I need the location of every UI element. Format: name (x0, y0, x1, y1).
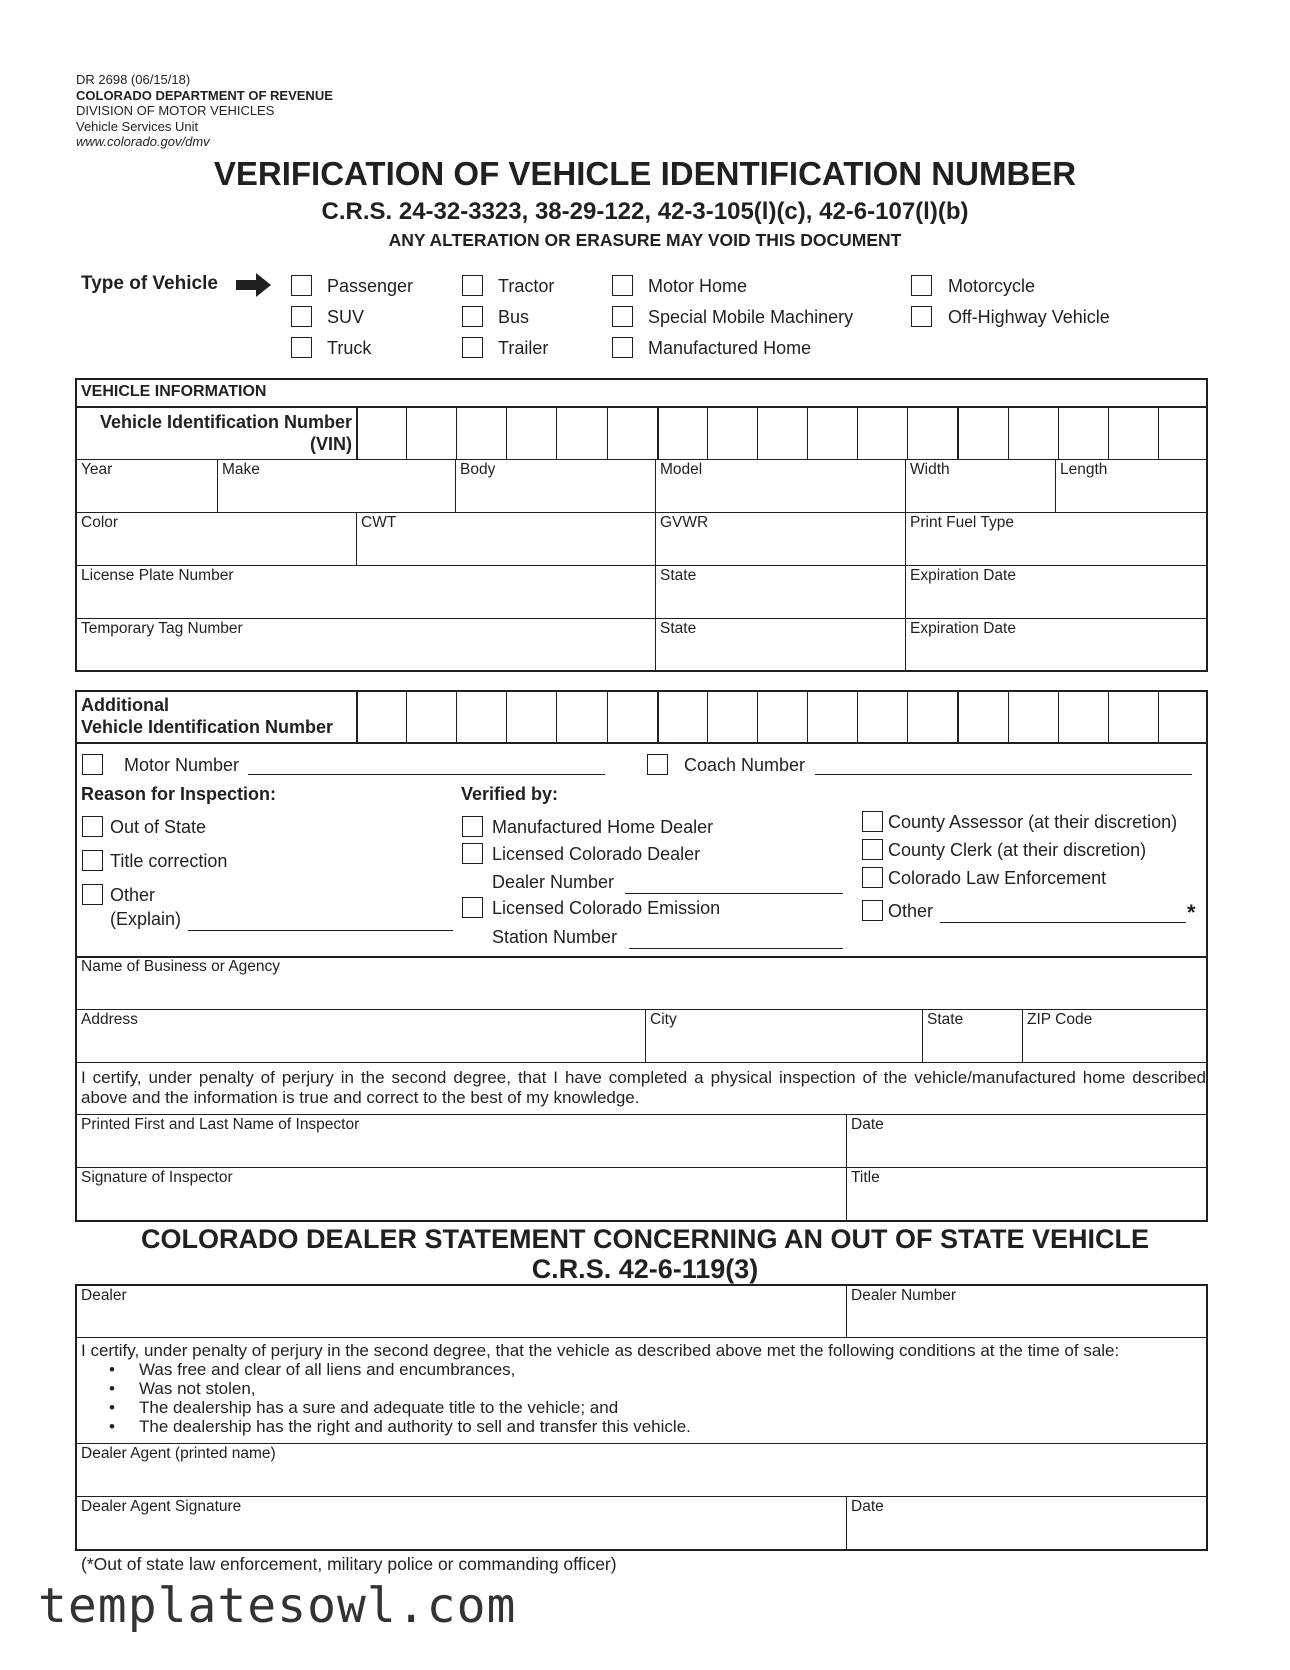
vin-cell-divider (607, 690, 608, 742)
vehicle-type-label: Type of Vehicle (81, 273, 218, 294)
motor-number-line[interactable] (248, 774, 605, 775)
form-number: DR 2698 (06/15/18) (76, 72, 191, 87)
dealer-agent-name-field[interactable]: Dealer Agent (printed name) (81, 1445, 276, 1462)
body-field[interactable]: Body (460, 461, 496, 478)
label-trailer: Trailer (498, 338, 549, 358)
checkbox-passenger[interactable] (291, 275, 312, 296)
cwt-field[interactable]: CWT (361, 514, 397, 531)
motor-number-label: Motor Number (124, 755, 240, 775)
business-name-field[interactable]: Name of Business or Agency (81, 958, 281, 975)
vehicle-information-heading: VEHICLE INFORMATION (81, 383, 267, 400)
checkbox-other-reason[interactable] (82, 884, 103, 905)
checkbox-off-highway-vehicle[interactable] (911, 306, 932, 327)
vin-cell-divider (406, 406, 407, 459)
bullet-item: • Was not stolen, (109, 1379, 256, 1398)
division-name: DIVISION OF MOTOR VEHICLES (76, 103, 275, 118)
checkbox-other-verifier[interactable] (862, 900, 883, 921)
checkbox-tractor[interactable] (462, 275, 483, 296)
reason-heading: Reason for Inspection: (81, 784, 277, 804)
watermark: templatesowl.com (38, 1578, 517, 1634)
checkbox-manufactured-home-dealer[interactable] (462, 816, 483, 837)
city-field[interactable]: City (650, 1011, 677, 1028)
dealer-number-field[interactable]: Dealer Number (851, 1287, 957, 1304)
verified-heading: Verified by: (461, 784, 559, 804)
zip-code-field[interactable]: ZIP Code (1027, 1011, 1093, 1028)
other-verifier-line[interactable] (940, 922, 1186, 923)
vin-cell-divider (857, 690, 858, 742)
vin-cell-divider (857, 406, 858, 459)
label-other-verifier: Other (888, 901, 934, 921)
fuel-type-field[interactable]: Print Fuel Type (910, 514, 1014, 531)
dealer-certification: I certify, under penalty of perjury in the second degree, that the vehicle as described above met the following conditions at the time of sale: (81, 1341, 1120, 1360)
temporary-tag-field[interactable]: Temporary Tag Number (81, 620, 243, 637)
vin-cell-divider (657, 690, 659, 742)
dealer-number-label: Dealer Number (492, 872, 615, 892)
checkbox-county-clerk[interactable] (862, 839, 883, 860)
label-off-highway-vehicle: Off-Highway Vehicle (948, 307, 1110, 327)
checkbox-truck[interactable] (291, 337, 312, 358)
label-truck: Truck (327, 338, 372, 358)
checkbox-county-assessor[interactable] (862, 811, 883, 832)
label-motor-home: Motor Home (648, 276, 748, 296)
inspector-name-field[interactable]: Printed First and Last Name of Inspector (81, 1116, 360, 1133)
label-special-mobile-machinery: Special Mobile Machinery (648, 307, 854, 327)
label-title-correction: Title correction (110, 851, 228, 871)
coach-number-label: Coach Number (684, 755, 806, 775)
checkbox-bus[interactable] (462, 306, 483, 327)
dealer-section-heading: COLORADO DEALER STATEMENT CONCERNING AN OUT OF STATE VEHICLE (141, 1224, 1149, 1254)
checkbox-out-of-state[interactable] (82, 816, 103, 837)
vin-cell-divider (1158, 690, 1159, 742)
gvwr-field[interactable]: GVWR (660, 514, 709, 531)
length-field[interactable]: Length (1060, 461, 1108, 478)
form-header (76, 72, 333, 150)
label-tractor: Tractor (498, 276, 555, 296)
dealer-number-line[interactable] (625, 893, 843, 894)
vin-cell-divider (506, 690, 507, 742)
vin-cell-divider (1058, 406, 1059, 459)
inspector-title-field[interactable]: Title (851, 1169, 880, 1186)
vin-cell-divider (957, 406, 959, 459)
vin-cell-divider (757, 406, 758, 459)
vin-cell-divider (556, 690, 557, 742)
label-out-of-state: Out of State (110, 817, 207, 837)
vin-cell-divider (707, 690, 708, 742)
website-link[interactable]: www.colorado.gov/dmv (76, 134, 210, 149)
checkbox-licensed-emission[interactable] (462, 897, 483, 918)
vin-cell-divider (957, 690, 959, 742)
label-explain: (Explain) (110, 909, 182, 929)
checkbox-coach-number[interactable] (647, 754, 668, 775)
vin-cell-divider (456, 406, 457, 459)
station-number-line[interactable] (629, 948, 843, 949)
vin-cell-divider (807, 406, 808, 459)
inspection-date-field[interactable]: Date (851, 1116, 884, 1133)
asterisk-mark: * (1187, 900, 1196, 925)
label-manufactured-home: Manufactured Home (648, 338, 812, 358)
make-field[interactable]: Make (222, 461, 260, 478)
dealer-field[interactable]: Dealer (81, 1287, 127, 1304)
vin-label: Vehicle Identification Number (VIN) (99, 412, 352, 454)
checkbox-special-mobile-machinery[interactable] (612, 306, 633, 327)
license-plate-field[interactable]: License Plate Number (81, 567, 234, 584)
footnote: (*Out of state law enforcement, military police or commanding officer) (81, 1554, 617, 1574)
inspector-certification: I certify, under penalty of perjury in the second degree, that I have completed a physical inspection of the vehicle/manufactured home described above and the information is true and correct to the best of my knowledge. (81, 1068, 1206, 1107)
dealer-agent-signature-field[interactable]: Dealer Agent Signature (81, 1498, 242, 1515)
address-field[interactable]: Address (81, 1011, 138, 1028)
label-bus: Bus (498, 307, 530, 327)
vin-cell-divider (707, 406, 708, 459)
vin-cell-divider (1008, 406, 1009, 459)
vin-cell-divider (1158, 406, 1159, 459)
width-field[interactable]: Width (910, 461, 950, 478)
coach-number-line[interactable] (815, 774, 1192, 775)
checkbox-suv[interactable] (291, 306, 312, 327)
department-name: COLORADO DEPARTMENT OF REVENUE (76, 87, 333, 103)
vin-cell-divider (607, 406, 608, 459)
checkbox-trailer[interactable] (462, 337, 483, 358)
dealer-section-statute: C.R.S. 42-6-119(3) (531, 1254, 759, 1284)
vin-cell-divider (907, 690, 908, 742)
checkbox-title-correction[interactable] (82, 850, 103, 871)
year-field[interactable]: Year (81, 461, 113, 478)
label-county-assessor: County Assessor (at their discretion) (888, 812, 1178, 832)
plate-expiration-field[interactable]: Expiration Date (910, 567, 1016, 584)
unit-name: Vehicle Services Unit (76, 118, 199, 134)
vin-cell-divider (807, 690, 808, 742)
bullet-item: • The dealership has a sure and adequate title to the vehicle; and (109, 1398, 619, 1417)
checkbox-licensed-colorado-dealer[interactable] (462, 843, 483, 864)
label-manufactured-home-dealer: Manufactured Home Dealer (492, 817, 714, 837)
bullet-item: • Was free and clear of all liens and encumbrances, (109, 1360, 516, 1379)
station-number-label: Station Number (492, 927, 618, 947)
tag-state-field[interactable]: State (660, 620, 697, 637)
vin-cell-divider (556, 406, 557, 459)
inspector-signature-field[interactable]: Signature of Inspector (81, 1169, 233, 1186)
dealer-date-field[interactable]: Date (851, 1498, 884, 1515)
vin-cell-divider (1108, 690, 1109, 742)
label-colorado-law-enforcement: Colorado Law Enforcement (888, 868, 1107, 888)
label-passenger: Passenger (327, 276, 414, 296)
vin-cell-divider (506, 406, 507, 459)
checkbox-manufactured-home[interactable] (612, 337, 633, 358)
checkbox-motorcycle[interactable] (911, 275, 932, 296)
label-suv: SUV (327, 307, 365, 327)
vin-cell-divider (1058, 690, 1059, 742)
vin-cell-divider (406, 690, 407, 742)
statutes: C.R.S. 24-32-3323, 38-29-122, 42-3-105(l)(c), 42-6-107(l)(b) (321, 198, 969, 225)
state-field[interactable]: State (927, 1011, 964, 1028)
tag-expiration-field[interactable]: Expiration Date (910, 620, 1016, 637)
vin-cell-divider (456, 690, 457, 742)
right-arrow-icon (236, 273, 272, 297)
additional-vin-label: Additional Vehicle Identification Number (81, 695, 334, 737)
vin-cell-divider (657, 406, 659, 459)
vin-cell-divider (907, 406, 908, 459)
label-licensed-emission: Licensed Colorado Emission (492, 898, 721, 918)
label-other-reason: Other (110, 885, 156, 905)
checkbox-motor-home[interactable] (612, 275, 633, 296)
page-title: VERIFICATION OF VEHICLE IDENTIFICATION NUMBER (213, 155, 1077, 192)
checkbox-motor-number[interactable] (82, 754, 103, 775)
vin-cell-divider (757, 690, 758, 742)
bullet-item: • The dealership has the right and authority to sell and transfer this vehicle. (109, 1417, 691, 1436)
plate-state-field[interactable]: State (660, 567, 697, 584)
explain-line[interactable] (188, 930, 453, 931)
color-field[interactable]: Color (81, 514, 119, 531)
label-motorcycle: Motorcycle (948, 276, 1036, 296)
label-county-clerk: County Clerk (at their discretion) (888, 840, 1147, 860)
vin-cell-divider (1108, 406, 1109, 459)
checkbox-colorado-law-enforcement[interactable] (862, 867, 883, 888)
label-licensed-colorado-dealer: Licensed Colorado Dealer (492, 844, 701, 864)
vin-cell-divider (1008, 690, 1009, 742)
model-field[interactable]: Model (660, 461, 703, 478)
alteration-warning: ANY ALTERATION OR ERASURE MAY VOID THIS DOCUMENT (388, 230, 902, 250)
